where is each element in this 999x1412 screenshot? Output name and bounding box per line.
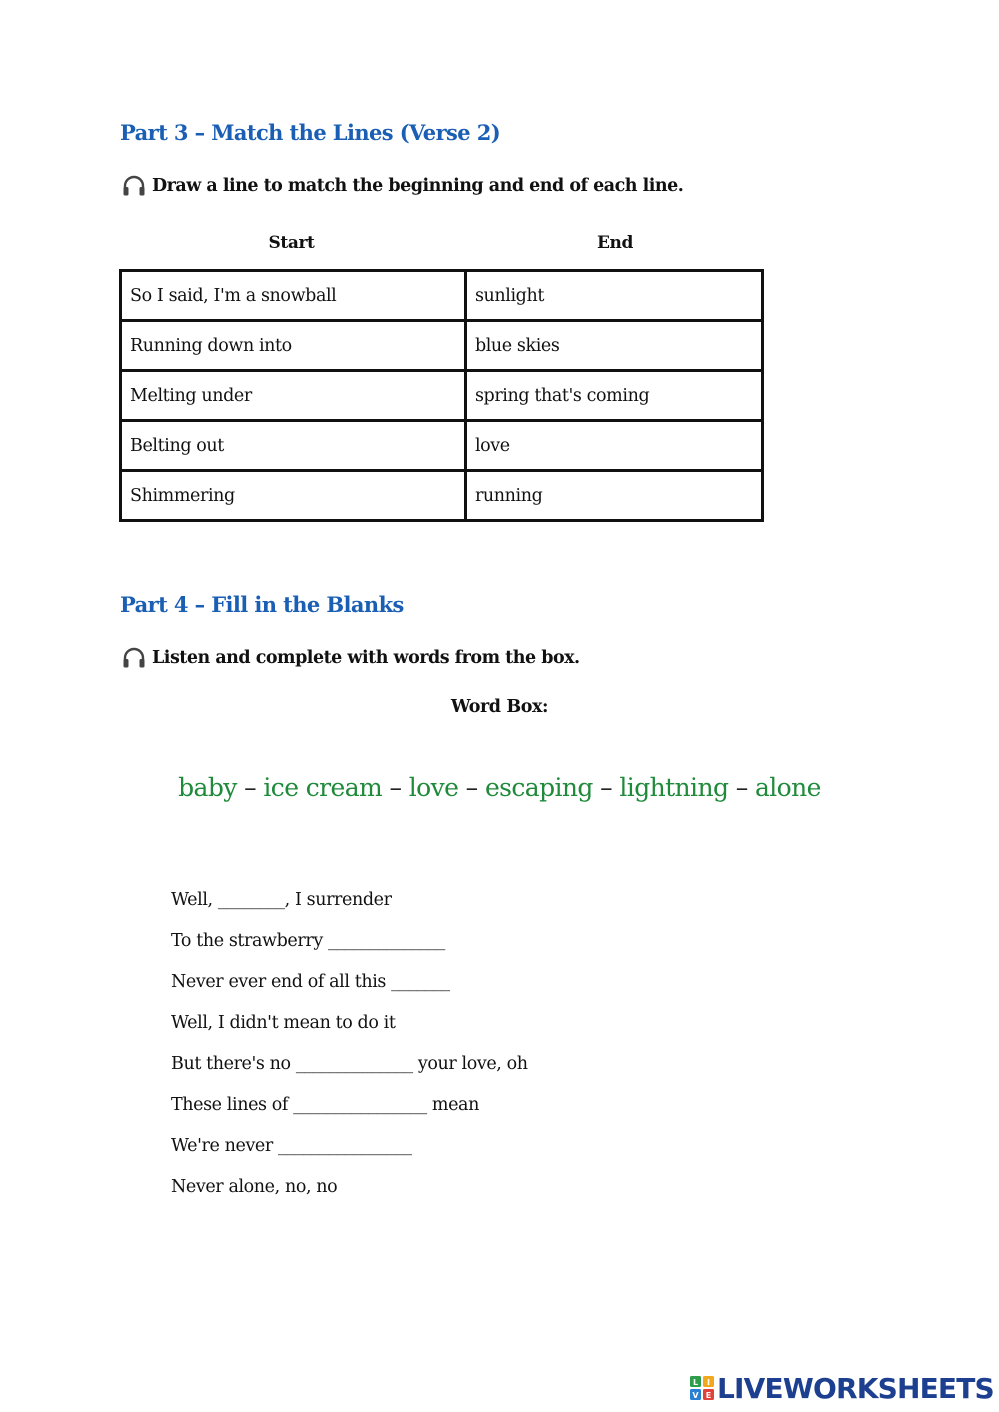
lyric-line[interactable]: Well, ________, I surrender (171, 890, 392, 910)
word-separator: – (244, 773, 257, 802)
end-cell[interactable]: blue skies (465, 321, 762, 371)
table-row (121, 471, 763, 521)
table-row (121, 371, 763, 421)
part3-instruction (120, 175, 683, 197)
word-box-word: alone (754, 773, 821, 802)
start-cell[interactable]: Shimmering (121, 471, 466, 521)
logo-letter: E (705, 1391, 712, 1400)
end-cell[interactable]: sunlight (465, 271, 762, 321)
table-row (121, 271, 763, 321)
word-box-title: Word Box: (450, 697, 549, 717)
start-cell[interactable]: Running down into (121, 321, 466, 371)
part4-instruction-text: Listen and complete with words from the box. (152, 648, 580, 668)
part4-heading: Part 4 – Fill in the Blanks (120, 592, 404, 617)
logo-letter: V (692, 1391, 699, 1400)
part4-instruction (120, 647, 580, 669)
lyric-line: Well, I didn't mean to do it (171, 1013, 396, 1033)
word-separator: – (600, 773, 613, 802)
table-row (121, 321, 763, 371)
lyric-line[interactable]: We're never ________________ (171, 1136, 412, 1156)
lyrics-list (171, 886, 528, 1214)
start-cell[interactable]: Melting under (121, 371, 466, 421)
word-box-word: ice cream (263, 773, 383, 802)
logo-letter: L (692, 1378, 699, 1387)
column-header-start: Start (268, 233, 315, 253)
end-cell[interactable]: love (465, 421, 762, 471)
word-separator: – (389, 773, 402, 802)
start-cell[interactable]: Belting out (121, 421, 466, 471)
word-box-word: love (408, 773, 459, 802)
table-row (121, 421, 763, 471)
word-box (0, 773, 999, 802)
start-cell[interactable]: So I said, I'm a snowball (121, 271, 466, 321)
column-header-end: End (596, 233, 633, 253)
part3-heading: Part 3 – Match the Lines (Verse 2) (120, 120, 501, 145)
word-separator: – (735, 773, 748, 802)
logo-letter: I (707, 1378, 710, 1387)
liveworksheets-logo (690, 1371, 994, 1405)
lyric-line: Never alone, no, no (171, 1177, 338, 1197)
word-box-word: escaping (484, 773, 593, 802)
liveworksheets-logo-icon (690, 1376, 714, 1400)
lyric-line[interactable]: Never ever end of all this _______ (171, 972, 450, 992)
part3-instruction-text: Draw a line to match the beginning and end of each line. (152, 176, 684, 196)
lyric-line[interactable]: These lines of ________________ mean (171, 1095, 479, 1115)
end-cell[interactable]: spring that's coming (465, 371, 762, 421)
liveworksheets-logo-text: LIVEWORKSHEETS (717, 1371, 994, 1405)
lyric-line[interactable]: But there's no ______________ your love, oh (171, 1054, 528, 1074)
end-cell[interactable]: running (465, 471, 762, 521)
headphones-icon (122, 175, 146, 197)
match-table (119, 269, 764, 522)
headphones-icon (122, 647, 146, 669)
word-separator: – (465, 773, 478, 802)
lyric-line[interactable]: To the strawberry ______________ (171, 931, 445, 951)
word-box-word: baby (178, 773, 237, 802)
word-box-word: lightning (619, 773, 729, 802)
